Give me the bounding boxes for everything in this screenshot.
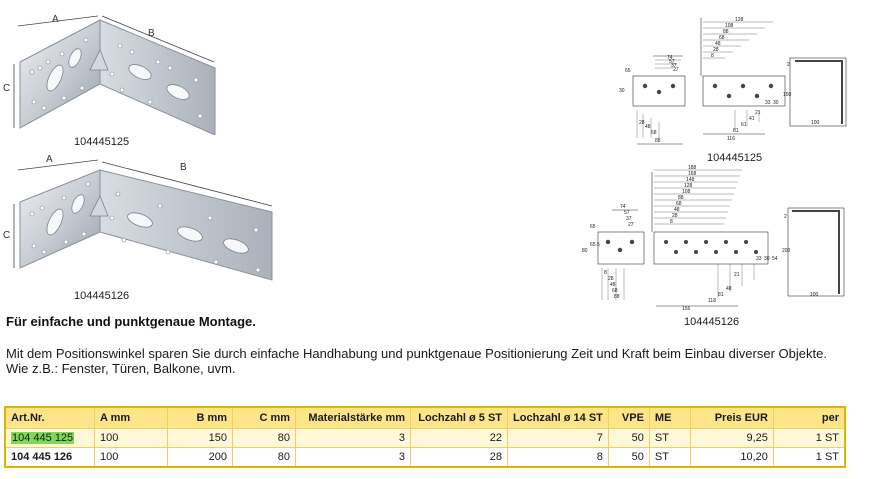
svg-text:108: 108 <box>682 189 691 195</box>
svg-text:68: 68 <box>651 130 657 136</box>
description-line-1: Mit dem Positionswinkel sparen Sie durch einfache Handhabung und punktgenaue Positionierung Zeit und Kraft beim Einbau diverser Objekte. <box>6 346 827 361</box>
col-header-price: Preis EUR <box>690 407 773 429</box>
svg-text:128: 128 <box>684 183 693 189</box>
dimension-label-c: C <box>3 83 11 94</box>
svg-text:54: 54 <box>772 256 778 262</box>
art-nr-highlight[interactable]: 104 445 125 <box>12 432 74 444</box>
cell-vpe: 50 <box>608 448 649 468</box>
drawing-caption: 104445126 <box>684 316 740 328</box>
product-heading: Für einfache und punktgenaue Montage. <box>6 314 256 329</box>
svg-text:48: 48 <box>726 286 732 292</box>
dimension-label-a: A <box>52 14 59 25</box>
svg-text:27: 27 <box>628 222 634 228</box>
svg-text:65: 65 <box>590 224 596 230</box>
svg-text:33: 33 <box>756 256 762 262</box>
svg-text:188: 188 <box>688 165 697 171</box>
svg-text:28: 28 <box>639 120 645 126</box>
table-row[interactable] <box>5 448 845 468</box>
cell-art-nr[interactable]: 104 445 126 <box>5 448 95 468</box>
col-header-b-mm: B mm <box>168 407 233 429</box>
svg-text:80: 80 <box>582 248 588 254</box>
svg-text:33: 33 <box>765 100 771 106</box>
svg-text:28: 28 <box>713 47 719 53</box>
svg-text:74: 74 <box>667 55 673 61</box>
svg-text:28: 28 <box>608 276 614 282</box>
dimension-label-a: A <box>46 154 53 165</box>
col-header-a-mm: A mm <box>95 407 168 429</box>
svg-text:118: 118 <box>708 298 716 304</box>
product-photo-104445125 <box>0 10 230 135</box>
table-row[interactable] <box>5 429 845 448</box>
cell-a-mm: 100 <box>95 448 168 468</box>
technical-drawing-104445125 <box>615 14 855 164</box>
svg-text:48: 48 <box>715 41 721 47</box>
dimension-label-b: B <box>180 162 187 173</box>
svg-text:41: 41 <box>749 116 755 122</box>
cell-holes-5: 28 <box>411 448 508 468</box>
svg-text:2: 2 <box>787 62 790 68</box>
cell-b-mm: 200 <box>168 448 233 468</box>
cell-price: 9,25 <box>690 429 773 448</box>
svg-text:100: 100 <box>810 292 819 298</box>
product-photo-104445126 <box>0 150 290 285</box>
col-header-per: per <box>773 407 845 429</box>
svg-text:68: 68 <box>719 35 725 41</box>
svg-text:81: 81 <box>718 292 724 298</box>
technical-drawing-104445126 <box>578 164 858 328</box>
col-header-vpe: VPE <box>608 407 649 429</box>
svg-text:27: 27 <box>673 67 679 73</box>
product-description <box>6 346 866 376</box>
cell-per: 1 ST <box>773 448 845 468</box>
cell-holes-14: 8 <box>508 448 609 468</box>
svg-text:108: 108 <box>725 23 734 29</box>
svg-text:88: 88 <box>723 29 729 35</box>
cell-holes-14: 7 <box>508 429 609 448</box>
cell-a-mm: 100 <box>95 429 168 448</box>
cell-me: ST <box>649 429 690 448</box>
svg-text:48: 48 <box>610 282 616 288</box>
svg-text:8: 8 <box>670 219 673 225</box>
svg-text:150: 150 <box>783 92 792 98</box>
svg-text:88: 88 <box>678 195 684 201</box>
cell-b-mm: 150 <box>168 429 233 448</box>
svg-text:57: 57 <box>669 59 675 65</box>
svg-text:30: 30 <box>773 100 779 106</box>
cell-holes-5: 22 <box>411 429 508 448</box>
svg-text:88: 88 <box>655 138 661 144</box>
svg-text:68: 68 <box>676 201 682 207</box>
svg-text:65: 65 <box>625 68 631 74</box>
product-table <box>4 406 846 468</box>
photo-caption: 104445125 <box>74 136 130 148</box>
svg-text:74: 74 <box>620 204 626 210</box>
dimension-label-b: B <box>148 28 155 39</box>
table-header-row <box>5 407 845 429</box>
col-header-art-nr: Art.Nr. <box>5 407 95 429</box>
svg-text:168: 168 <box>688 171 697 177</box>
svg-text:81: 81 <box>733 128 739 134</box>
cell-vpe: 50 <box>608 429 649 448</box>
svg-text:37: 37 <box>671 63 677 69</box>
dim-label: 128 <box>735 17 744 23</box>
cell-me: ST <box>649 448 690 468</box>
svg-text:48: 48 <box>674 207 680 213</box>
svg-text:8: 8 <box>604 270 607 276</box>
cell-material: 3 <box>296 429 411 448</box>
svg-text:116: 116 <box>727 136 735 142</box>
cell-per: 1 ST <box>773 429 845 448</box>
svg-text:65.5: 65.5 <box>590 242 600 248</box>
svg-text:88: 88 <box>614 294 620 300</box>
svg-text:68: 68 <box>612 288 618 294</box>
description-line-2: Wie z.B.: Fenster, Türen, Balkone, uvm. <box>6 361 236 376</box>
svg-text:37: 37 <box>626 216 632 222</box>
cell-art-nr[interactable] <box>5 429 95 448</box>
svg-text:28: 28 <box>672 213 678 219</box>
cell-material: 3 <box>296 448 411 468</box>
svg-text:148: 148 <box>686 177 695 183</box>
dimension-label-c: C <box>3 230 11 241</box>
photo-caption: 104445126 <box>74 290 130 302</box>
drawing-caption: 104445125 <box>707 152 763 164</box>
svg-text:21: 21 <box>755 110 761 116</box>
col-header-holes-5: Lochzahl ø 5 ST <box>411 407 508 429</box>
cell-c-mm: 80 <box>233 429 296 448</box>
svg-text:57: 57 <box>624 210 630 216</box>
cell-price: 10,20 <box>690 448 773 468</box>
svg-text:155: 155 <box>682 306 691 312</box>
svg-text:48: 48 <box>645 124 651 130</box>
svg-text:61: 61 <box>741 122 747 128</box>
svg-text:2: 2 <box>784 214 787 220</box>
svg-text:8: 8 <box>711 53 714 59</box>
svg-text:100: 100 <box>811 120 820 126</box>
col-header-me: ME <box>649 407 690 429</box>
svg-text:30: 30 <box>619 88 625 94</box>
col-header-c-mm: C mm <box>233 407 296 429</box>
col-header-holes-14: Lochzahl ø 14 ST <box>508 407 609 429</box>
col-header-material: Materialstärke mm <box>296 407 411 429</box>
cell-c-mm: 80 <box>233 448 296 468</box>
svg-text:30: 30 <box>764 256 770 262</box>
svg-text:200: 200 <box>782 248 791 254</box>
svg-text:21: 21 <box>734 272 740 278</box>
